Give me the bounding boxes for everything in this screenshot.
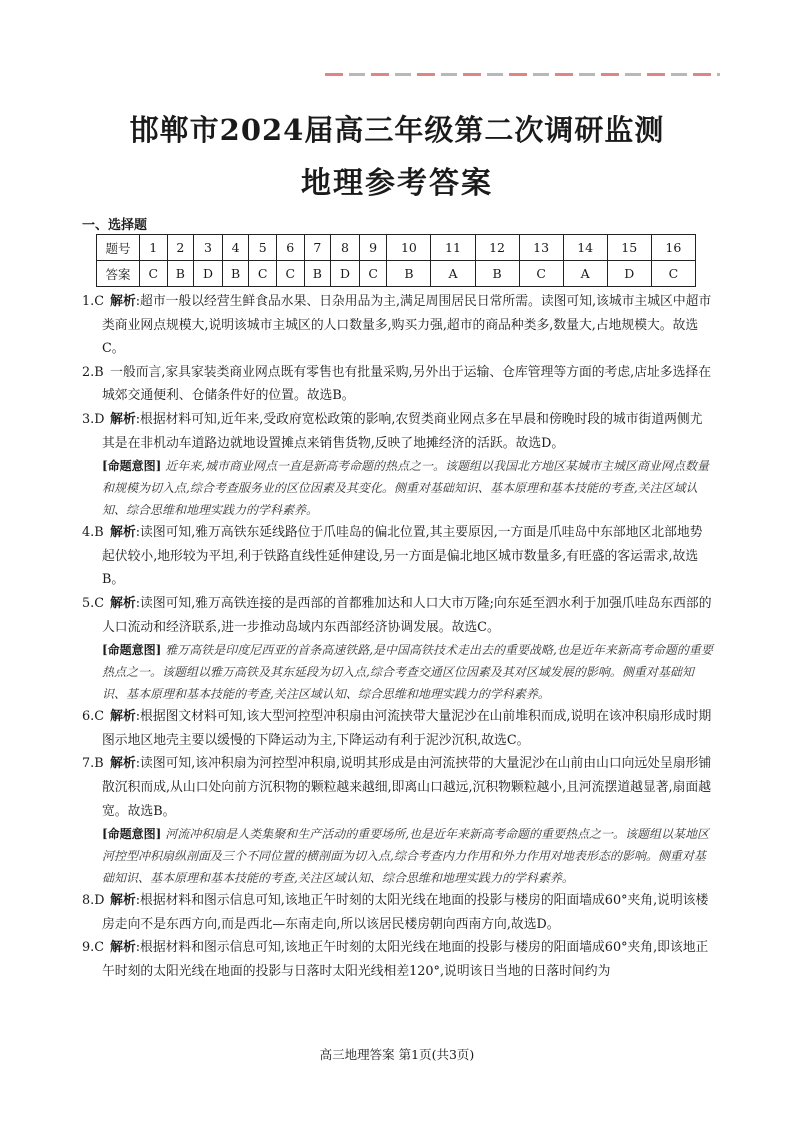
table-cell: C [249,261,277,287]
table-cell: 16 [651,235,695,261]
explanation-item [82,889,714,936]
table-cell: 9 [359,235,387,261]
table-cell: C [651,261,695,287]
table-cell: 14 [563,235,607,261]
item-number: 6.C [82,709,105,725]
table-cell: C [519,261,563,287]
table-cell: 10 [387,235,431,261]
item-text: 一般而言,家具家装类商业网点既有零售也有批量采购,另外出于运输、仓库管理等方面的考虑,店址多选择在城郊交通便利、仓储条件好的位置。故选B。 [102,364,712,404]
item-text: :读图可知,雅万高铁东延线路位于爪哇岛的偏北位置,其主要原因,一方面是爪哇岛中东部地区北部地势起伏较小,地形较为平坦,利于铁路直线性延伸建设,另一方面是偏北地区城市数量多,有旺盛的客运需求,故选B。 [102,525,703,588]
answer-explanations [82,290,714,983]
item-text: :读图可知,雅万高铁连接的是西部的首都雅加达和人口大市万隆;向东延至泗水利于加强爪哇岛东西部的人口流动和经济联系,进一步推动岛域内东西部经济协调发展。故选C。 [102,595,712,635]
table-cell: D [607,261,651,287]
table-cell: B [475,261,519,287]
table-cell: 6 [276,235,304,261]
item-number: 5.C [82,595,105,611]
row-label: 答案 [97,261,140,287]
top-decorative-line [325,73,720,76]
intent-text: 雅万高铁是印度尼西亚的首条高速铁路,是中国高铁技术走出去的重要战略,也是近年来新高考命题的重要热点之一。该题组以雅万高铁及其东延段为切入点,综合考查交通区位因素及其对区域发展的影响。侧重对基础知识、基本原理和基本技能的考查,关注区域认知、综合思维和地理实践力的学科素养。 [102,643,713,702]
intent-text: 近年来,城市商业网点一直是新高考命题的热点之一。该题组以我国北方地区某城市主城区商业网点数量和规模为切入点,综合考查服务业的区位因素及其变化。侧重对基础知识、基本原理和基本技能的考查,关注区域认知、综合思维和地理实践力的学科素养。 [102,459,710,518]
explanation-item [82,521,714,592]
explanation-item [82,592,714,639]
table-cell: D [331,261,360,287]
item-number: 4.B [82,525,104,541]
table-cell: 5 [249,235,277,261]
answer-table [96,234,696,287]
table-cell: B [387,261,431,287]
item-label: 解析 [110,709,136,725]
item-label: 解析 [110,893,136,909]
item-label: 解析 [110,525,136,541]
table-cell: 1 [140,235,168,261]
table-cell: 8 [331,235,360,261]
document-title: 邯郸市2024届高三年级第二次调研监测 [129,113,665,147]
item-text: :超市一般以经营生鲜食品水果、日杂用品为主,满足周围居民日常所需。读图可知,该城市主城区中超市类商业网点规模大,说明该城市主城区的人口数量多,购买力强,超市的商品种类多,数量大,占地规模大。故选C。 [102,294,712,357]
intent-tag: [命题意图] [102,827,162,842]
intent-note [82,455,714,521]
table-cell: D [194,261,223,287]
item-text: :读图可知,该冲积扇为河控型冲积扇,说明其形成是由河流挟带的大量泥沙在山前由山口向远处呈扇形铺散沉积而成,从山口处向前方沉积物的颗粒越来越细,即离山口越远,沉积物颗粒越小,且河流摆道越显著,扇面越宽。故选B。 [102,756,712,819]
table-cell: 3 [194,235,223,261]
table-cell: 4 [222,235,249,261]
table-cell: 11 [431,235,475,261]
section-heading: 一、选择题 [82,218,148,233]
intent-tag: [命题意图] [102,643,162,658]
explanation-item [82,752,714,823]
table-cell: B [304,261,331,287]
table-cell: C [140,261,168,287]
item-text: :根据材料和图示信息可知,该地正午时刻的太阳光线在地面的投影与楼房的阳面墙成60°夹角,说明该楼房走向不是东西方向,而是西北—东南走向,所以该居民楼房朝向西南方向,故选D。 [102,893,709,932]
table-cell: 15 [607,235,651,261]
question-number-row [97,235,696,261]
item-label: 解析 [110,294,136,309]
explanation-item [82,408,714,455]
row-label: 题号 [97,235,140,261]
item-text: :根据图文材料可知,该大型河控型冲积扇由河流挟带大量泥沙在山前堆积而成,说明在该冲积扇形成时期图示地区地壳主要以缓慢的下降运动为主,下降运动有利于泥沙沉积,故选C。 [102,709,712,748]
intent-tag: [命题意图] [102,459,162,474]
table-cell: 12 [475,235,519,261]
item-label: 解析 [110,595,136,611]
table-cell: 7 [304,235,331,261]
intent-text: 河流冲积扇是人类集聚和生产活动的重要场所,也是近年来新高考命题的重要热点之一。该题组以某地区河控型冲积扇纵剖面及三个不同位置的横剖面为切入点,综合考查内力作用和外力作用对地表形态的影响。侧重对基础知识、基本原理和基本技能的考查,关注区域认知、综合思维和地理实践力的学科素养。 [102,827,710,886]
answer-row [97,261,696,287]
item-number: 9.C [82,940,105,956]
table-cell: C [359,261,387,287]
table-cell: A [563,261,607,287]
item-number: 1.C [82,294,105,309]
intent-note [82,823,714,889]
intent-note [82,639,714,705]
item-label: 解析 [110,411,136,427]
document-subtitle: 地理参考答案 [301,166,493,201]
item-number: 3.D [82,411,105,427]
table-cell: B [167,261,194,287]
item-label: 解析 [110,756,136,772]
table-cell: 2 [167,235,194,261]
page-footer: 高三地理答案 第1页(共3页) [319,1047,475,1062]
item-number: 7.B [82,756,104,772]
item-text: :根据材料可知,近年来,受政府宽松政策的影响,农贸类商业网点多在早晨和傍晚时段的城市街道两侧尤其是在非机动车道路边就地设置摊点来销售货物,反映了地摊经济的活跃。故选D。 [102,411,703,451]
table-cell: B [222,261,249,287]
explanation-item [82,361,714,408]
explanation-item [82,936,714,983]
item-text: :根据材料和图示信息可知,该地正午时刻的太阳光线在地面的投影与楼房的阳面墙成60°夹角,即该地正午时刻的太阳光线在地面的投影与日落时太阳光线相差120°,说明该日当地的日落时间约为 [102,940,709,979]
item-number: 2.B [82,364,104,380]
item-label: 解析 [110,940,136,956]
explanation-item [82,705,714,752]
explanation-item [82,290,714,361]
table-cell: C [276,261,304,287]
table-cell: 13 [519,235,563,261]
table-cell: A [431,261,475,287]
item-number: 8.D [82,893,105,909]
